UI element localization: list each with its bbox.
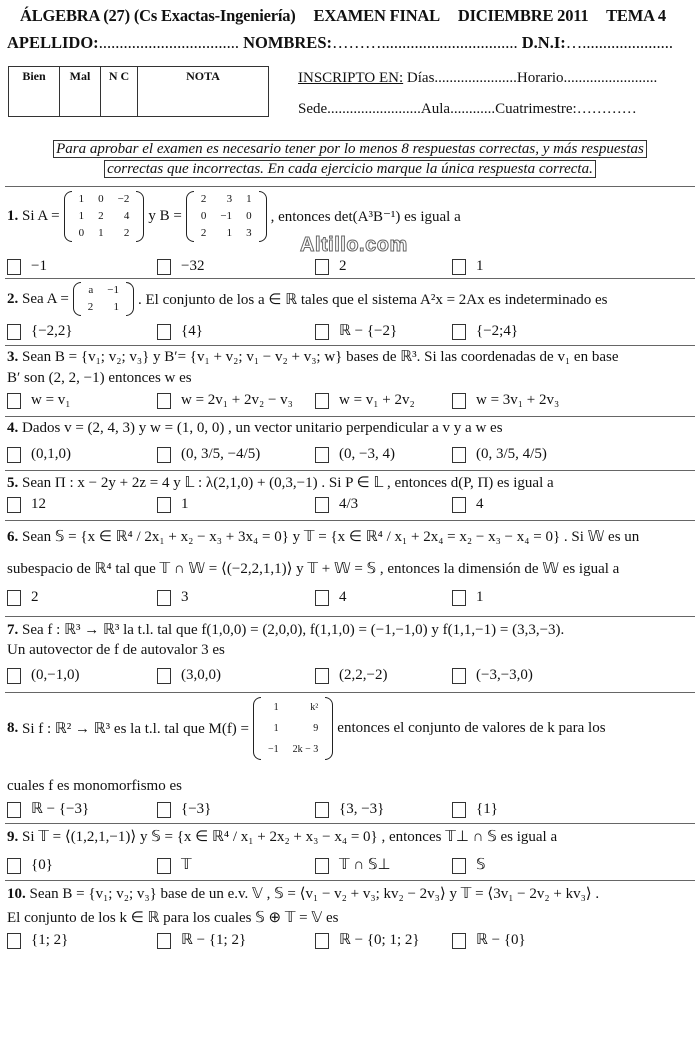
option-label: {0} (31, 857, 53, 873)
divider (5, 616, 695, 617)
option-label: {4} (181, 323, 203, 339)
question-6 (7, 527, 639, 546)
matrix-cell: 1 (78, 210, 85, 222)
question-text: , entonces det(A³B⁻¹) es igual a (270, 209, 461, 225)
answer-option[interactable] (7, 392, 71, 409)
checkbox-icon[interactable] (7, 933, 21, 949)
exam-tema: TEMA 4 (606, 6, 666, 25)
checkbox-icon[interactable] (452, 447, 466, 463)
answer-option[interactable] (157, 323, 203, 340)
checkbox-icon[interactable] (157, 668, 171, 684)
altillo-watermark: Altillo.com (300, 234, 408, 256)
question-2 (7, 282, 608, 316)
checkbox-icon[interactable] (452, 393, 466, 409)
matrix-cell: 0 (246, 210, 252, 222)
answer-option[interactable] (7, 932, 68, 949)
option-label: (0, 3/5, −4/5) (181, 446, 261, 462)
option-label: (0, 3/5, 4/5) (476, 446, 547, 462)
matrix-cell: 2k − 3 (292, 744, 319, 755)
answer-option[interactable] (7, 323, 73, 340)
answer-option[interactable] (315, 496, 358, 513)
option-label: w = 2v₁ + 2v₂ − v₃ (181, 392, 293, 408)
answer-option[interactable] (7, 667, 79, 684)
divider (5, 470, 695, 471)
checkbox-icon[interactable] (7, 447, 21, 463)
option-label: ℝ − {−2} (339, 323, 398, 339)
answer-option[interactable] (7, 589, 39, 606)
question-text: Si 𝕋 = ⟨(1,2,1,−1)⟩ y 𝕊 = {x ∈ ℝ⁴ / x₁ + 2x₂ + x₃ − x₄ = 0} , entonces 𝕋⊥ ∩ 𝕊 es igual a (22, 829, 558, 845)
option-label: 𝕊 (476, 857, 486, 873)
checkbox-icon[interactable] (157, 590, 171, 606)
matrix-cell: 1 (113, 301, 120, 313)
question-text: subespacio de ℝ⁴ tal que 𝕋 ∩ 𝕎 = ⟨(−2,2,1,1)⟩ y 𝕋 + 𝕎 = 𝕊 , entonces la dimensión de 𝕎 es igual a (7, 561, 620, 577)
option-label: 3 (181, 589, 189, 605)
question-text: Sea A = (22, 290, 69, 307)
answer-option[interactable] (452, 667, 533, 684)
matrix-cell: 2 (123, 227, 130, 239)
question-text: . El conjunto de los a ∈ ℝ tales que el sistema A²x = 2Ax es indeterminado es (138, 291, 608, 308)
question-number: 6. (7, 529, 19, 545)
option-label: 4 (339, 589, 347, 605)
option-label: ℝ − {0; 1; 2} (339, 932, 420, 948)
checkbox-icon[interactable] (315, 802, 329, 818)
answer-option[interactable] (315, 932, 420, 949)
question-text: Si f : ℝ² → ℝ³ es la t.l. tal que M(f) = (22, 721, 250, 737)
matrix-cell: −2 (117, 193, 130, 205)
matrix-cell: 2 (200, 193, 207, 205)
checkbox-icon[interactable] (452, 802, 466, 818)
option-label: {1; 2} (31, 932, 69, 948)
option-label: 2 (31, 589, 39, 605)
option-label: 4 (476, 496, 484, 512)
answer-option[interactable] (157, 446, 260, 463)
dni-label: D.N.I: (521, 33, 566, 52)
nombres-label: NOMBRES: (243, 33, 332, 52)
checkbox-icon[interactable] (315, 497, 329, 513)
matrix-cell: 1 (226, 227, 233, 239)
option-label: {3, −3} (339, 801, 385, 817)
checkbox-icon[interactable] (315, 933, 329, 949)
checkbox-icon[interactable] (315, 668, 329, 684)
course-name: ÁLGEBRA (27) (Cs Exactas-Ingeniería) (20, 6, 296, 25)
answer-option[interactable] (452, 589, 484, 606)
checkbox-icon[interactable] (157, 259, 171, 275)
matrix-cell: 0 (98, 193, 104, 205)
divider (5, 520, 695, 521)
matrix-a (73, 282, 134, 316)
checkbox-icon[interactable] (7, 393, 21, 409)
checkbox-icon[interactable] (315, 259, 329, 275)
option-label: w = v₁ + 2v₂ (339, 392, 415, 408)
question-8 (7, 697, 606, 760)
answer-option[interactable] (157, 496, 189, 513)
answer-option[interactable] (157, 801, 211, 818)
question-10 (7, 884, 599, 903)
checkbox-icon[interactable] (315, 447, 329, 463)
question-number: 4. (7, 420, 19, 436)
question-number: 2. (7, 290, 19, 307)
option-label: ℝ − {1; 2} (181, 932, 247, 948)
question-text: B′ son (2, 2, −1) entonces w es (7, 370, 192, 386)
answer-option[interactable] (315, 667, 387, 684)
matrix-cell: k² (310, 702, 319, 713)
notice-line-2: correctas que incorrectas. En cada ejercicio marque la única respuesta correcta. (104, 160, 596, 178)
checkbox-icon[interactable] (452, 668, 466, 684)
answer-option[interactable] (452, 258, 484, 275)
checkbox-icon[interactable] (315, 393, 329, 409)
matrix-cell: 9 (313, 723, 319, 734)
answer-option[interactable] (452, 932, 526, 949)
matrix-cell: 3 (226, 193, 233, 205)
answer-option[interactable] (315, 446, 395, 463)
option-label: 4/3 (339, 496, 359, 512)
question-text: Sean 𝕊 = {x ∈ ℝ⁴ / 2x₁ + x₂ − x₃ + 3x₄ = 0} y 𝕋 = {x ∈ ℝ⁴ / x₁ + 2x₄ = x₂ − x₃ − x₄ = 0} . Si 𝕎 es un (22, 529, 640, 545)
option-label: 𝕋 ∩ 𝕊⊥ (339, 857, 391, 873)
answer-option[interactable] (452, 857, 486, 874)
question-text: El conjunto de los k ∈ ℝ para los cuales 𝕊 ⊕ 𝕋 = 𝕍 es (7, 910, 339, 926)
answer-option[interactable] (315, 589, 347, 606)
option-label: −32 (181, 258, 205, 274)
question-number: 7. (7, 622, 19, 638)
nombres-field[interactable]: ………................................. (331, 33, 518, 52)
question-5 (7, 473, 554, 492)
matrix-cell: 2 (200, 227, 207, 239)
matrix-b (186, 191, 267, 242)
sede-aula-field[interactable]: Sede.........................Aula............Cuatrimestre:………… (298, 101, 637, 117)
divider (5, 880, 695, 881)
checkbox-icon[interactable] (7, 324, 21, 340)
question-3 (7, 347, 619, 366)
question-text: Si A = (22, 208, 60, 224)
checkbox-icon[interactable] (157, 802, 171, 818)
option-label: 𝕋 (181, 857, 192, 873)
answer-option[interactable] (157, 392, 293, 409)
checkbox-icon[interactable] (7, 858, 21, 874)
question-number: 3. (7, 349, 19, 365)
option-label: −1 (31, 258, 47, 274)
exam-date: DICIEMBRE 2011 (457, 6, 589, 25)
option-label: (3,0,0) (181, 667, 221, 683)
option-label: (−3,−3,0) (476, 667, 533, 683)
checkbox-icon[interactable] (452, 933, 466, 949)
question-text: cuales f es monomorfismo es (7, 778, 182, 794)
checkbox-icon[interactable] (7, 590, 21, 606)
option-label: ℝ − {0} (476, 932, 526, 948)
option-label: 2 (339, 258, 347, 274)
checkbox-icon[interactable] (157, 447, 171, 463)
option-label: w = v₁ (31, 392, 71, 408)
option-label: w = 3v₁ + 2v₃ (476, 392, 560, 408)
grade-bien: Bien (9, 67, 60, 117)
question-text: Sean B = {v₁; v₂; v₃} y B′= {v₁ + v₂; v₁ − v₂ + v₃; w} bases de ℝ³. Si las coordenadas de v₁ en base (22, 349, 619, 365)
matrix-a (64, 191, 145, 242)
checkbox-icon[interactable] (157, 324, 171, 340)
question-text: Sean Π : x − 2y + 2z = 4 y 𝕃 : λ(2,1,0) + (0,3,−1) . Si P ∈ 𝕃 , entonces d(P, Π) es igual a (22, 475, 554, 491)
answer-option[interactable] (452, 446, 547, 463)
matrix-cell: 2 (87, 301, 94, 313)
question-number: 5. (7, 475, 19, 491)
checkbox-icon[interactable] (452, 858, 466, 874)
question-number: 9. (7, 829, 19, 845)
grade-nota: NOTA (138, 67, 269, 117)
option-label: {−2;4} (476, 323, 519, 339)
answer-option[interactable] (7, 496, 46, 513)
checkbox-icon[interactable] (315, 858, 329, 874)
matrix-m-f (253, 697, 333, 760)
option-label: (0,1,0) (31, 446, 71, 462)
answer-option[interactable] (315, 392, 415, 409)
option-label: (0, −3, 4) (339, 446, 395, 462)
checkbox-icon[interactable] (452, 590, 466, 606)
checkbox-icon[interactable] (315, 590, 329, 606)
question-text: Un autovector de f de autovalor 3 es (7, 642, 225, 658)
exam-type: EXAMEN FINAL (313, 6, 440, 25)
answer-option[interactable] (452, 801, 498, 818)
answer-option[interactable] (452, 323, 518, 340)
answer-option[interactable] (157, 589, 189, 606)
option-label: 1 (181, 496, 189, 512)
checkbox-icon[interactable] (452, 324, 466, 340)
question-text: Sea f : ℝ³ → ℝ³ la t.l. tal que f(1,0,0) = (2,0,0), f(1,1,0) = (−1,−1,0) y f(1,1,−1) = (3,3,−3). (22, 622, 565, 638)
checkbox-icon[interactable] (157, 393, 171, 409)
option-label: (0,−1,0) (31, 667, 80, 683)
answer-option[interactable] (315, 323, 397, 340)
question-9 (7, 827, 557, 846)
option-label: {−2,2} (31, 323, 73, 339)
checkbox-icon[interactable] (452, 259, 466, 275)
divider (5, 345, 695, 346)
option-label: (2,2,−2) (339, 667, 388, 683)
matrix-cell: 3 (246, 227, 252, 239)
answer-option[interactable] (157, 932, 246, 949)
matrix-cell: 4 (123, 210, 130, 222)
answer-option[interactable] (315, 258, 347, 275)
answer-option[interactable] (7, 258, 47, 275)
apellido-label: APELLIDO: (7, 33, 99, 52)
checkbox-icon[interactable] (157, 497, 171, 513)
matrix-cell: −1 (220, 210, 233, 222)
checkbox-icon[interactable] (452, 497, 466, 513)
answer-option[interactable] (157, 258, 204, 275)
question-text: Sean B = {v₁; v₂; v₃} base de un e.v. 𝕍 , 𝕊 = ⟨v₁ − v₂ + v₃; kv₂ − 2v₃⟩ y 𝕋 = ⟨3v₁ − 2v₂ + kv₃⟩ . (29, 886, 600, 902)
checkbox-icon[interactable] (315, 324, 329, 340)
divider (5, 186, 695, 187)
answer-option[interactable] (7, 801, 89, 818)
grades-table (8, 66, 269, 117)
option-label: {1} (476, 801, 498, 817)
divider (5, 416, 695, 417)
answer-option[interactable] (315, 857, 391, 874)
question-number: 1. (7, 208, 19, 224)
question-7 (7, 620, 564, 639)
divider (5, 278, 695, 279)
option-label: {−3} (181, 801, 212, 817)
matrix-cell: 1 (78, 193, 85, 205)
instructions-notice (22, 139, 678, 179)
student-id-row (7, 33, 673, 53)
matrix-cell: 1 (273, 702, 279, 713)
answer-option[interactable] (315, 801, 384, 818)
checkbox-icon[interactable] (7, 802, 21, 818)
option-label: ℝ − {−3} (31, 801, 90, 817)
answer-option[interactable] (157, 667, 221, 684)
answer-option[interactable] (7, 446, 71, 463)
matrix-cell: 0 (200, 210, 207, 222)
checkbox-icon[interactable] (157, 933, 171, 949)
exam-title (20, 6, 680, 26)
grade-mal: Mal (60, 67, 101, 117)
question-text: Dados v = (2, 4, 3) y w = (1, 0, 0) , un vector unitario perpendicular a v y a w es (22, 420, 503, 436)
matrix-cell: 0 (78, 227, 85, 239)
divider (5, 692, 695, 693)
matrix-cell: 2 (98, 210, 104, 222)
question-4 (7, 420, 503, 437)
matrix-cell: −1 (268, 744, 279, 755)
checkbox-icon[interactable] (7, 259, 21, 275)
inscripto-label: INSCRIPTO EN: (298, 70, 404, 86)
inscripto-line-1 (298, 70, 657, 87)
option-label: 1 (476, 589, 484, 605)
answer-option[interactable] (452, 392, 559, 409)
matrix-cell: 1 (246, 193, 252, 205)
answer-option[interactable] (7, 857, 53, 874)
question-number: 8. (7, 720, 19, 736)
checkbox-icon[interactable] (157, 858, 171, 874)
apellido-field[interactable]: .................................. (98, 33, 239, 52)
checkbox-icon[interactable] (7, 497, 21, 513)
option-label: 1 (476, 258, 484, 274)
question-text: entonces el conjunto de valores de k para los (337, 720, 606, 736)
answer-option[interactable] (157, 857, 192, 874)
notice-line-1: Para aprobar el examen es necesario tener por lo menos 8 respuestas correctas, y más respuestas (53, 140, 647, 158)
answer-option[interactable] (452, 496, 484, 513)
matrix-cell: −1 (107, 284, 120, 296)
matrix-cell: 1 (273, 723, 279, 734)
checkbox-icon[interactable] (7, 668, 21, 684)
dni-field[interactable]: …...................... (565, 33, 673, 52)
question-number: 10. (7, 886, 26, 902)
matrix-cell: 1 (98, 227, 104, 239)
question-text: y B = (148, 208, 182, 224)
option-label: 12 (31, 496, 46, 512)
divider (5, 823, 695, 824)
grade-nc: N C (101, 67, 138, 117)
matrix-cell: a (88, 284, 94, 296)
dias-horario-field[interactable]: Días......................Horario......................... (403, 70, 658, 86)
